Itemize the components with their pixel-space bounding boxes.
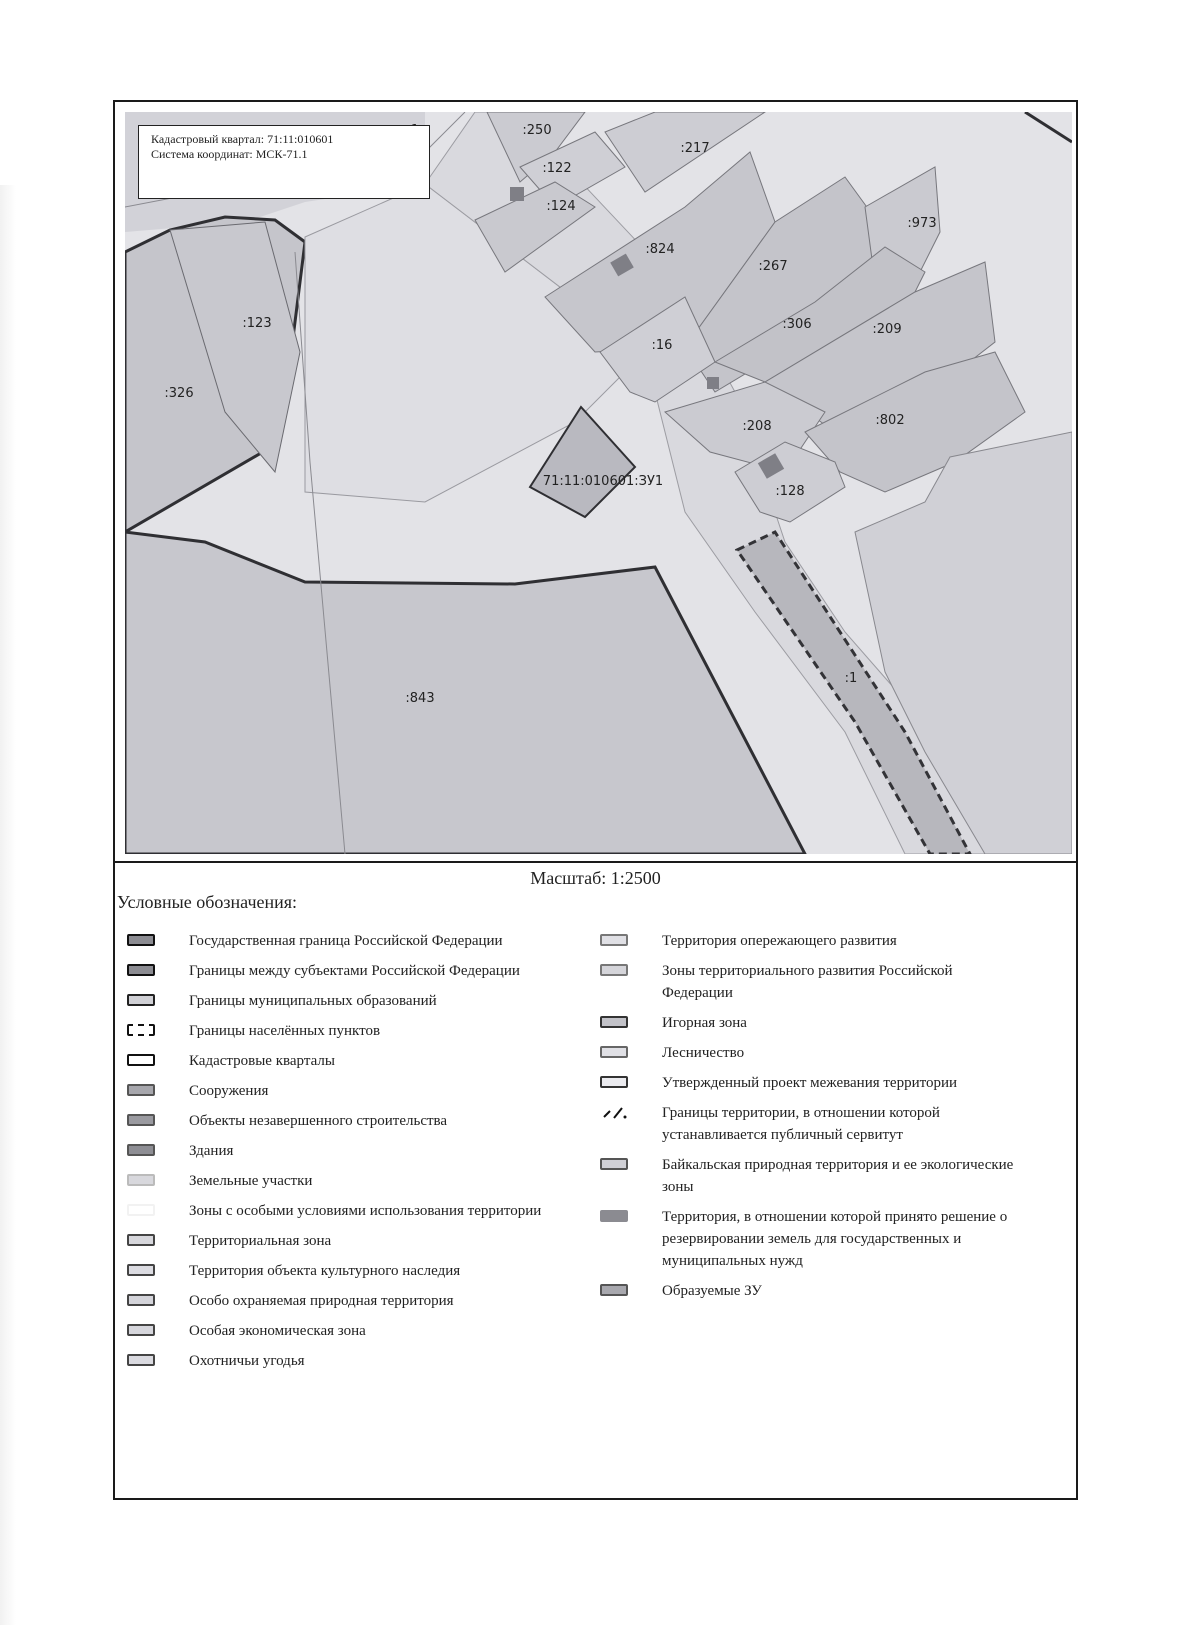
legend-item [127, 960, 587, 982]
legend-symbol-icon [127, 1144, 155, 1156]
legend-label: Объекты незавершенного строительства [189, 1113, 448, 1129]
parcel-label: :122 [542, 161, 572, 176]
legend-item [127, 1320, 587, 1342]
legend-symbol-icon [600, 1046, 628, 1058]
legend-label: Байкальская природная территория и ее экологические зоны [662, 1157, 1014, 1195]
parcel-label: :209 [872, 322, 902, 337]
parcel-label: :128 [775, 484, 805, 499]
legend-label: Государственная граница Российской Федерации [189, 933, 503, 949]
legend-item [127, 1110, 587, 1132]
map-area[interactable] [125, 112, 1072, 854]
legend-symbol-icon [127, 1024, 155, 1036]
building [510, 187, 524, 201]
parcel-label: :824 [645, 242, 675, 257]
legend-symbol-icon [600, 1076, 628, 1088]
legend-symbol-icon [600, 1158, 628, 1170]
legend-item [127, 1080, 587, 1102]
legend-item [127, 930, 587, 952]
legend-item [127, 1350, 587, 1372]
legend-label: Образуемые ЗУ [662, 1283, 762, 1299]
legend-symbol-icon [600, 1210, 628, 1222]
legend-symbol-icon [127, 1354, 155, 1366]
legend-label: Зоны территориального развития Российской Федерации [662, 963, 953, 1001]
legend-symbol-icon [600, 1106, 628, 1118]
map-info-box [138, 125, 430, 199]
legend-item [600, 960, 1020, 1004]
legend-symbol-icon [127, 1264, 155, 1276]
parcel-label: :802 [875, 413, 905, 428]
legend-column-right [600, 930, 1020, 1310]
legend-label: Земельные участки [189, 1173, 313, 1189]
parcel-label: :973 [907, 216, 937, 231]
legend-label: Игорная зона [662, 1015, 747, 1031]
legend-item [127, 1020, 587, 1042]
scan-page-edge [0, 185, 16, 1625]
line [1025, 112, 1072, 142]
legend-item [127, 1230, 587, 1252]
legend-symbol-icon [127, 1234, 155, 1246]
legend-label: Лесничество [662, 1045, 745, 1061]
legend-label: Особая экономическая зона [189, 1323, 366, 1339]
legend-item [127, 1200, 587, 1222]
legend-item [600, 1042, 1020, 1064]
parcel-label: :123 [242, 316, 272, 331]
parcel-label: :124 [546, 199, 576, 214]
legend-item [600, 930, 1020, 952]
legend-label: Границы муниципальных образований [189, 993, 437, 1009]
legend-label: Территория, в отношении которой принято решение о резервировании земель для государственных и муниципальных нужд [662, 1209, 1008, 1269]
legend-item [127, 1170, 587, 1192]
legend-label: Здания [189, 1143, 234, 1159]
map-canvas [125, 112, 1072, 854]
legend-symbol-icon [127, 1324, 155, 1336]
legend-item [127, 1140, 587, 1162]
legend-label: Охотничьи угодья [189, 1353, 305, 1369]
parcel-label: :250 [522, 123, 552, 138]
legend-item [127, 990, 587, 1012]
parcel-label: :326 [164, 386, 194, 401]
legend-item [600, 1012, 1020, 1034]
map-divider-line [115, 861, 1076, 863]
legend-symbol-icon [127, 1114, 155, 1126]
legend-label: Кадастровые кварталы [189, 1053, 335, 1069]
legend-symbol-icon [600, 934, 628, 946]
legend-symbol-icon [127, 1174, 155, 1186]
parcel-label: :306 [782, 317, 812, 332]
legend-symbol-icon [127, 934, 155, 946]
coordinate-system-text: Система координат: МСК-71.1 [151, 147, 308, 161]
legend-item [600, 1280, 1020, 1302]
legend-symbol-icon [600, 1016, 628, 1028]
legend-label: Утвержденный проект межевания территории [662, 1075, 958, 1091]
parcel-label: :267 [758, 259, 788, 274]
legend-label: Границы территории, в отношении которой устанавливается публичный сервитут [662, 1105, 940, 1143]
legend-symbol-icon [600, 964, 628, 976]
legend-symbol-icon [127, 1204, 155, 1216]
building [707, 377, 719, 389]
parcel-label: :1 [844, 671, 858, 686]
legend-symbol-icon [600, 1284, 628, 1296]
legend-symbol-icon [127, 994, 155, 1006]
legend-item [600, 1206, 1020, 1272]
legend-label: Сооружения [189, 1083, 269, 1099]
legend-label: Границы населённых пунктов [189, 1023, 381, 1039]
legend-item [127, 1290, 587, 1312]
legend-title: Условные обозначения: [117, 892, 298, 912]
legend-symbol-icon [127, 1294, 155, 1306]
cadastral-quarter-text: Кадастровый квартал: 71:11:010601 [151, 132, 334, 146]
cadastral-scheme-frame [113, 100, 1078, 1500]
parcel-label: :217 [680, 141, 710, 156]
legend-label: Границы между субъектами Российской Федерации [189, 963, 520, 979]
parcel-843[interactable] [125, 532, 805, 854]
legend-symbol-icon [127, 1084, 155, 1096]
legend-item [600, 1072, 1020, 1094]
parcel-label: :843 [405, 691, 435, 706]
legend-item [127, 1260, 587, 1282]
legend-item [600, 1154, 1020, 1198]
legend-item [127, 1050, 587, 1072]
legend-symbol-icon [127, 964, 155, 976]
legend-column-left [127, 930, 587, 1380]
parcel-label-zu1: 71:11:010601:ЗУ1 [542, 474, 664, 489]
legend-item [600, 1102, 1020, 1146]
parcel-label: :208 [742, 419, 772, 434]
legend-label: Особо охраняемая природная территория [189, 1293, 454, 1309]
parcel-label: :16 [651, 338, 673, 353]
legend-symbol-icon [127, 1054, 155, 1066]
legend-label: Территория объекта культурного наследия [189, 1263, 461, 1279]
legend-label: Зоны с особыми условиями использования территории [189, 1203, 542, 1219]
map-scale: Масштаб: 1:2500 [530, 868, 661, 888]
legend-label: Территориальная зона [189, 1233, 332, 1249]
legend-label: Территория опережающего развития [662, 933, 897, 949]
